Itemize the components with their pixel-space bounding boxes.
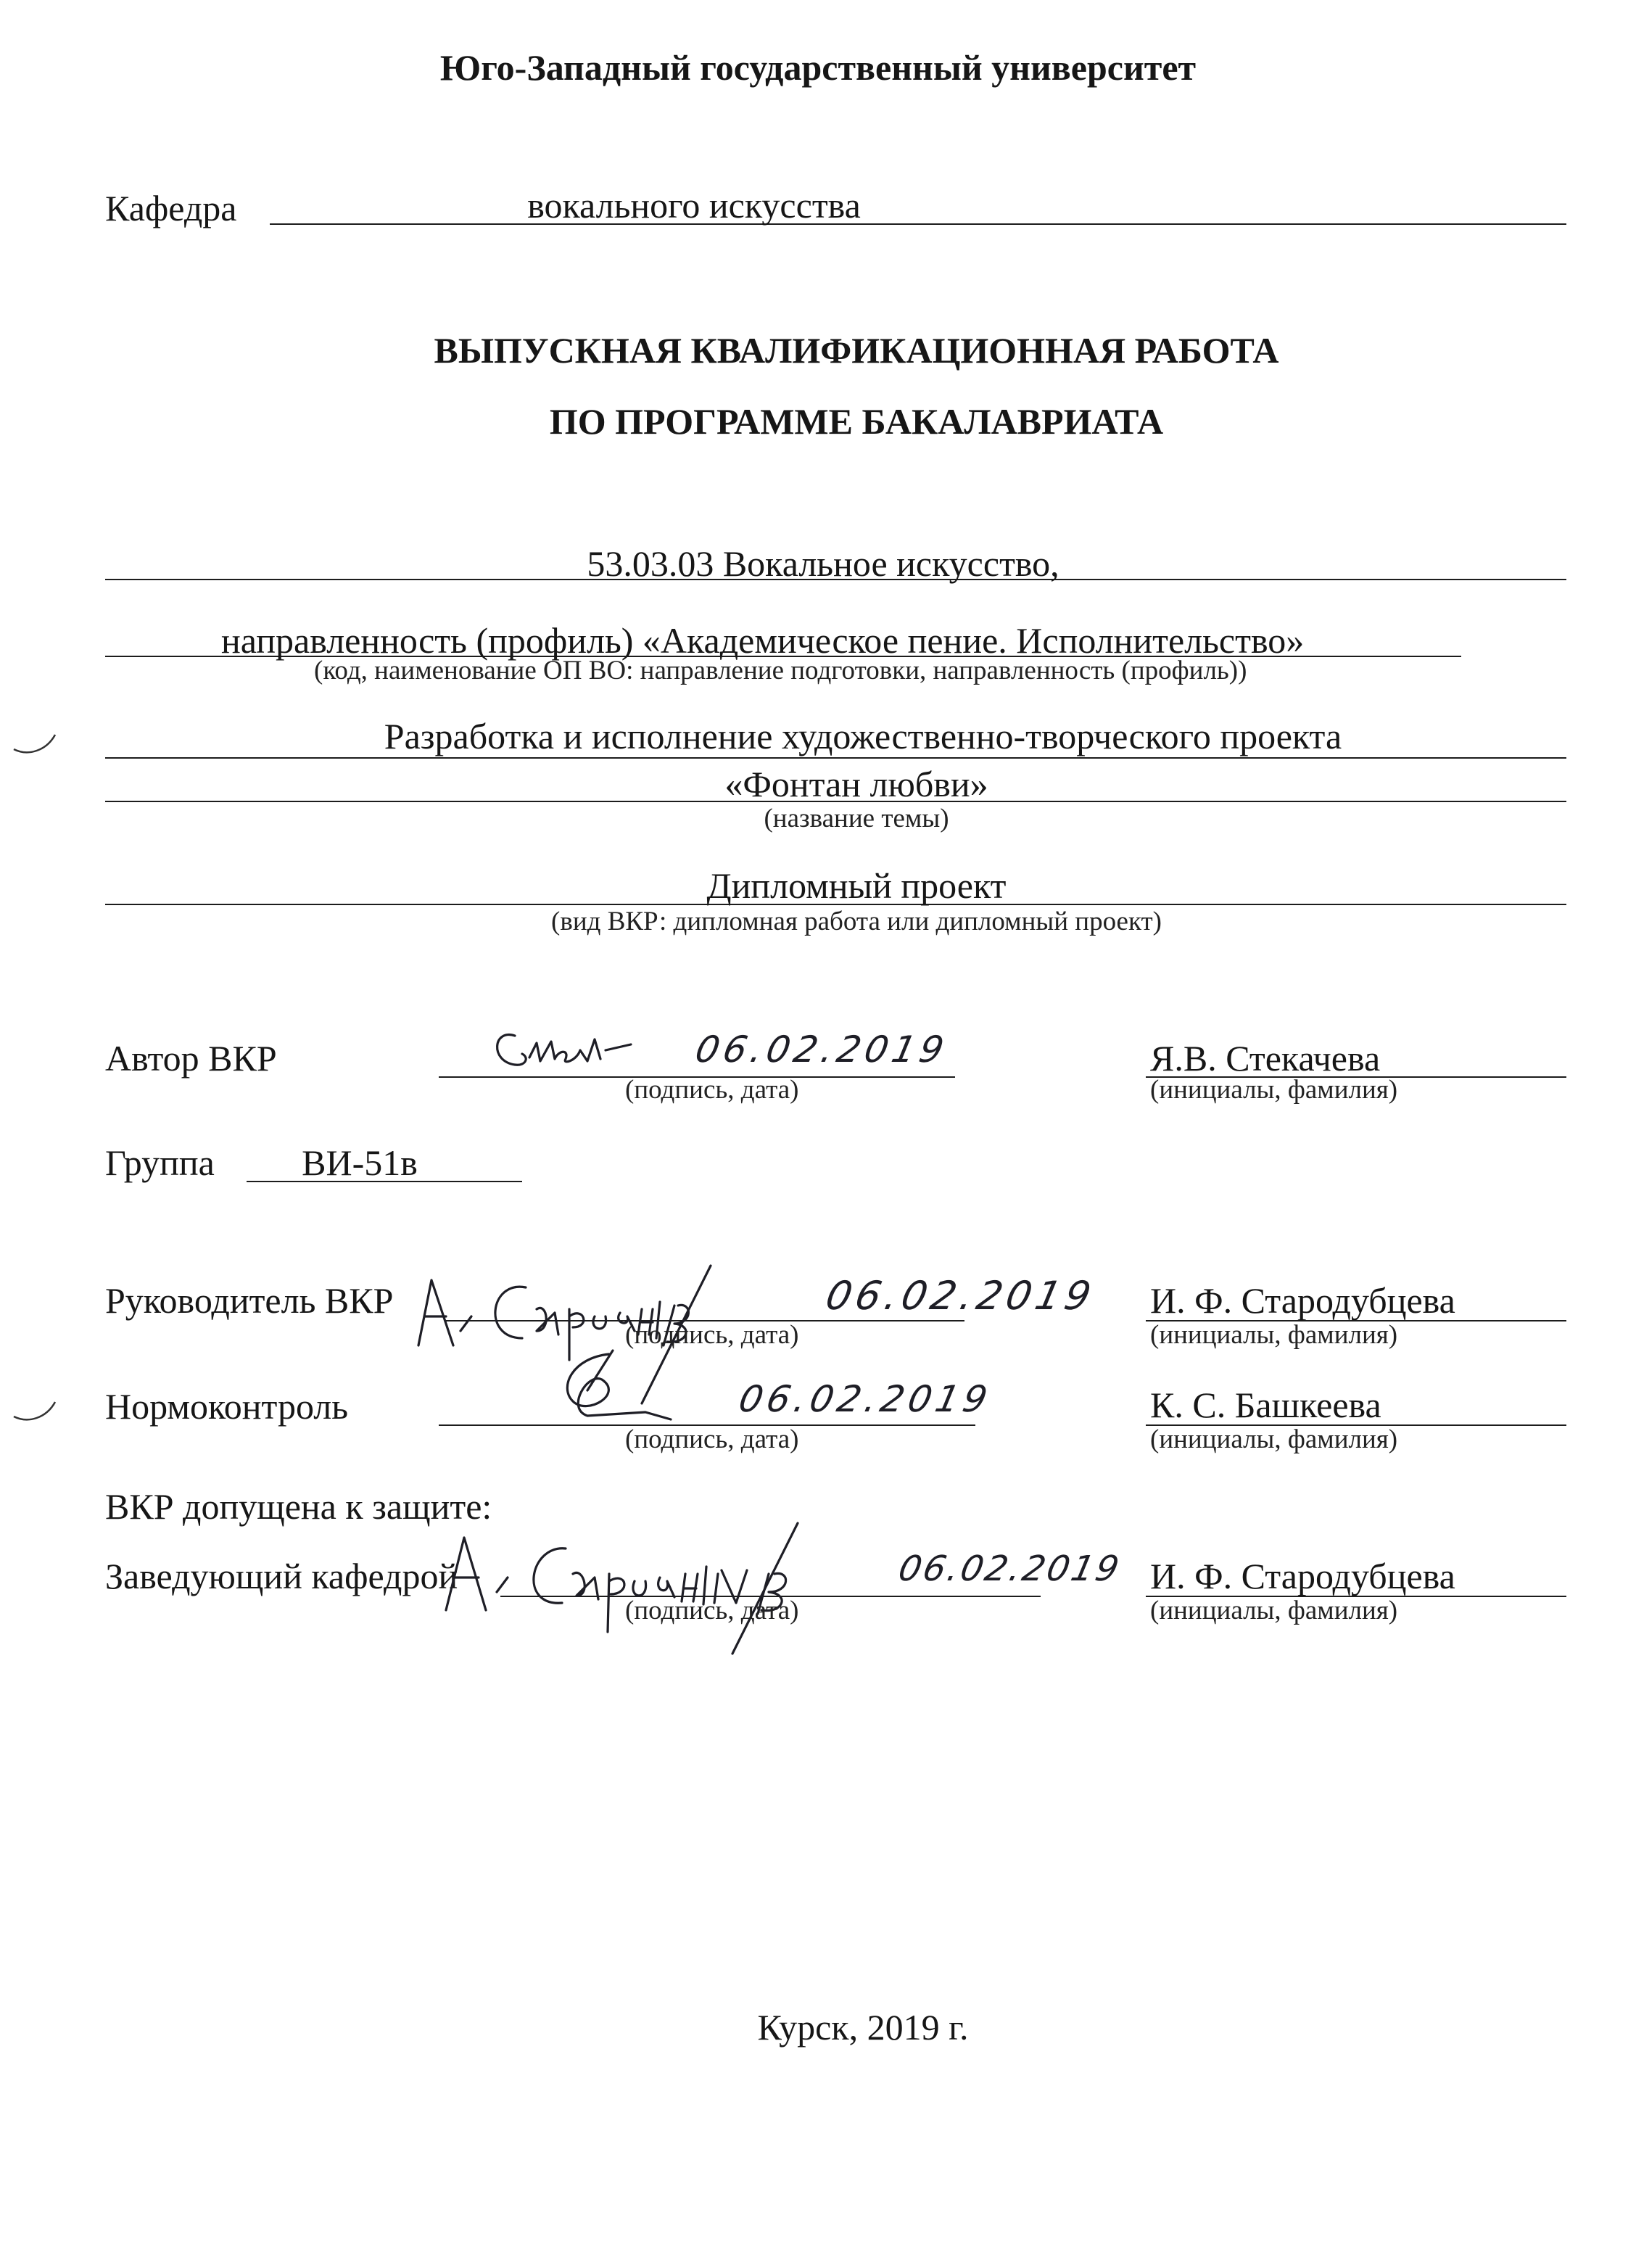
norm-control-label: Нормоконтроль — [105, 1386, 349, 1427]
head-sign-date: 06.02.2019 — [895, 1549, 1125, 1589]
head-name-caption: (инициалы, фамилия) — [1150, 1596, 1398, 1625]
supervisor-name: И. Ф. Стародубцева — [1150, 1280, 1455, 1321]
head-signature — [428, 1509, 892, 1654]
author-name: Я.В. Стекачева — [1150, 1038, 1381, 1079]
program-profile: направленность (профиль) «Академическое пение. Исполнительство» — [221, 620, 1305, 661]
scan-mark-bottom — [10, 1396, 61, 1425]
author-signature — [486, 1021, 674, 1079]
supervisor-sign-caption: (подпись, дата) — [625, 1320, 799, 1350]
head-label: Заведующий кафедрой — [105, 1556, 458, 1596]
norm-control-name-caption: (инициалы, фамилия) — [1150, 1424, 1398, 1454]
topic-line1-underline — [105, 757, 1566, 759]
author-sign-date: 06.02.2019 — [691, 1028, 952, 1071]
city-year: Курск, 2019 г. — [757, 2007, 969, 2048]
author-label: Автор ВКР — [105, 1038, 277, 1079]
topic-line1: Разработка и исполнение художественно-творческого проекта — [384, 716, 1342, 756]
work-title-line2: ПО ПРОГРАММЕ БАКАЛАВРИАТА — [549, 401, 1164, 442]
author-name-caption: (инициалы, фамилия) — [1150, 1075, 1398, 1105]
author-sign-caption: (подпись, дата) — [625, 1075, 799, 1105]
norm-control-name: К. С. Башкеева — [1150, 1385, 1381, 1425]
head-name: И. Ф. Стародубцева — [1150, 1556, 1455, 1596]
supervisor-sign-date: 06.02.2019 — [822, 1273, 1099, 1319]
scan-mark-top — [10, 729, 61, 758]
work-type-caption: (вид ВКР: дипломная работа или дипломный проект) — [551, 907, 1162, 936]
admitted-text: ВКР допущена к защите: — [105, 1486, 492, 1527]
norm-control-sign-caption: (подпись, дата) — [625, 1424, 799, 1454]
program-caption: (код, наименование ОП ВО: направление подготовки, направленность (профиль)) — [314, 656, 1247, 685]
norm-control-sign-date: 06.02.2019 — [735, 1378, 996, 1420]
group-label: Группа — [105, 1142, 215, 1183]
department-underline — [270, 223, 1566, 225]
head-sign-caption: (подпись, дата) — [625, 1596, 799, 1625]
topic-caption: (название темы) — [764, 804, 949, 833]
department-label: Кафедра — [105, 188, 237, 228]
supervisor-name-caption: (инициалы, фамилия) — [1150, 1320, 1398, 1350]
program-code: 53.03.03 Вокальное искусство, — [587, 543, 1059, 584]
topic-line2: «Фонтан любви» — [724, 764, 988, 804]
work-type: Дипломный проект — [706, 865, 1007, 906]
university-name: Юго-Западный государственный университет — [439, 47, 1197, 88]
norm-control-signature — [544, 1343, 689, 1430]
supervisor-label: Руководитель ВКР — [105, 1280, 394, 1321]
work-title-line1: ВЫПУСКНАЯ КВАЛИФИКАЦИОННАЯ РАБОТА — [434, 330, 1279, 371]
department-value: вокального искусства — [527, 185, 861, 226]
group-value: ВИ-51в — [302, 1142, 418, 1183]
